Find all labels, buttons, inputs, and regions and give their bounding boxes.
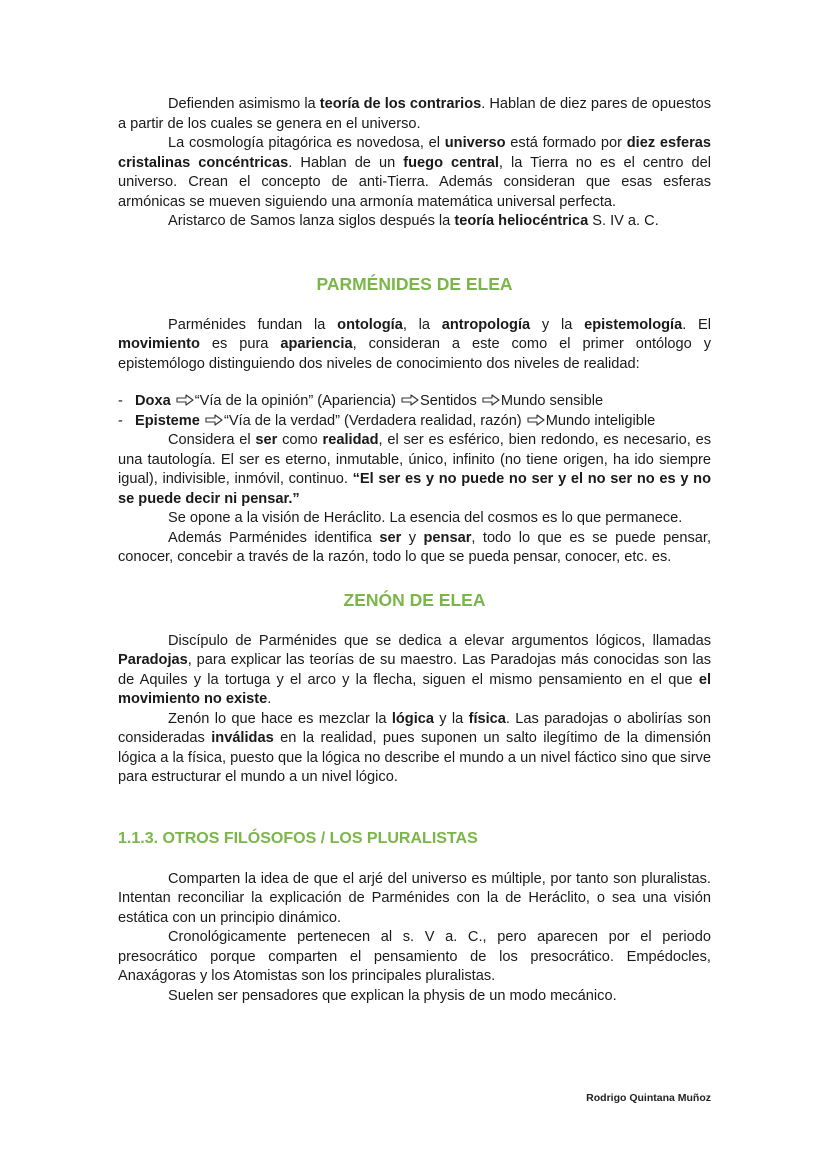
paragraph-parmenides-intro: Parménides fundan la ontología, la antropología y la epistemología. El movimiento es pura apariencia, consideran a este como el primer ontólogo y epistemólogo distinguiendo dos niveles de conocimiento dos niveles de realidad: (118, 316, 711, 372)
bullet-term: Episteme (135, 412, 200, 429)
paragraph-logica-fisica: Zenón lo que hace es mezclar la lógica y la física. Las paradojas o abolirías son consideradas inválidas en la realidad, pues suponen un salto ilegítimo de la dimensión lógica a la física, puesto que la lógica no describe el mundo a un nivel fáctico sino que sirve para estructurar el mundo a un nivel lógico. (118, 710, 711, 785)
heading-pluralistas: 1.1.3. OTROS FILÓSOFOS / LOS PLURALISTAS (118, 829, 478, 847)
footer-author: Rodrigo Quintana Muñoz (586, 1092, 711, 1104)
heading-zenon: ZENÓN DE ELEA (343, 589, 486, 610)
outline-right-arrow-icon (401, 394, 419, 406)
outline-right-arrow-icon (176, 394, 194, 406)
heading-parmenides: PARMÉNIDES DE ELEA (316, 273, 513, 294)
list-item: - Doxa “Vía de la opinión” (Apariencia) Sentidos Mundo sensible (118, 392, 711, 412)
paragraph-ser-pensar: Además Parménides identifica ser y pensar, todo lo que es se puede pensar, conocer, concebir a través de la razón, todo lo que se pueda pensar, conocer, etc. es. (118, 529, 712, 565)
outline-right-arrow-icon (482, 394, 500, 406)
bullet-list-conocimiento (118, 392, 711, 431)
paragraph-heraclito: Se opone a la visión de Heráclito. La esencia del cosmos es lo que permanece. (168, 510, 683, 526)
paragraph-ser: Considera el ser como realidad, el ser es esférico, bien redondo, es necesario, es una tautología. El ser es eterno, inmutable, único, infinito (no tiene origen, ha ido siempre igual), indivisible, inmóvil, continuo. “El ser es y no puede no ser y el no ser no es y no se puede decir ni pensar.” (118, 432, 711, 507)
bullet-dash: - (118, 393, 123, 409)
paragraph-aristarco: Aristarco de Samos lanza siglos después la teoría heliocéntrica S. IV a. C. (168, 213, 659, 229)
page-content (118, 95, 711, 1006)
outline-right-arrow-icon (205, 414, 223, 426)
paragraph-physis: Suelen ser pensadores que explican la physis de un modo mecánico. (168, 987, 617, 1004)
paragraph-paradojas: Discípulo de Parménides que se dedica a elevar argumentos lógicos, llamadas Paradojas, para explicar las teorías de su maestro. Las Paradojas más conocidas son las de Aquiles y la tortuga y el arco y la flecha, siguen el mismo pensamiento en el que el movimiento no existe. (118, 632, 711, 707)
paragraph-arje-multiple: Comparten la idea de que el arjé del universo es múltiple, por tanto son pluralistas. Intentan reconciliar la explicación de Parménides con la de Heráclito, o sea una visión estática con un principio dinámico. (118, 870, 711, 926)
list-item: - Episteme “Vía de la verdad” (Verdadera realidad, razón) Mundo inteligible (118, 412, 711, 432)
paragraph-cronologia: Cronológicamente pertenecen al s. V a. C., pero aparecen por el periodo presocrático porque comparten el pensamiento de los presocrático. Empédocles, Anaxágoras y los Atomistas son los principales pluralistas. (118, 929, 711, 984)
paragraph-contrarios: Defienden asimismo la teoría de los contrarios. Hablan de diez pares de opuestos a partir de los cuales se genera en el universo. (118, 96, 711, 132)
paragraph-cosmologia: La cosmología pitagórica es novedosa, el universo está formado por diez esferas cristalinas concéntricas. Hablan de un fuego central, la Tierra no es el centro del universo. Crean el concepto de anti-Tierra. Además consideran que esas esferas armónicas se mueven siguiendo una armonía matemática universal perfecta. (118, 135, 712, 210)
bullet-dash: - (118, 412, 123, 429)
outline-right-arrow-icon (527, 414, 545, 426)
bullet-term: Doxa (135, 393, 171, 409)
